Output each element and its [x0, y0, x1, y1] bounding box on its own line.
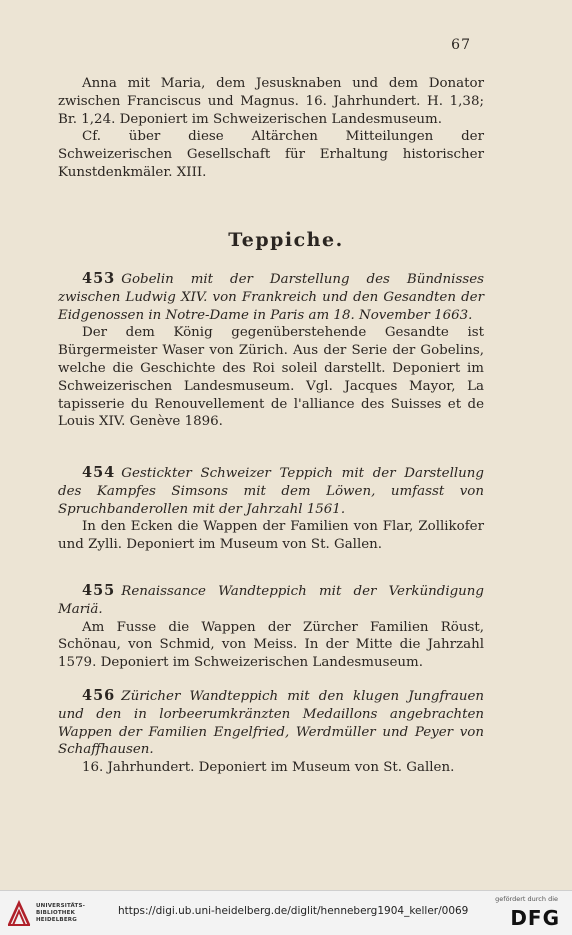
library-logo[interactable] — [6, 899, 116, 929]
dfg-logo[interactable]: DFG — [510, 906, 560, 930]
entry-title — [58, 582, 484, 619]
entry-description: 16. Jahrhundert. Deponiert im Museum von St. Gallen. — [82, 760, 455, 776]
entry-number: 456 — [82, 687, 116, 704]
entry-number: 453 — [82, 270, 116, 287]
intro-block — [58, 75, 484, 182]
library-name — [36, 903, 85, 924]
entry-description: Der dem König gegenüberstehende Gesandte ist Bürgermeister Waser von Zürich. Aus der Serie der Gobelins, welche die Geschichte des Roi soleil darstellt. Deponiert im Schweizerischen Landesmuseum. Vgl. Jacques Mayor, La tapisserie du Renouvellement de l'alliance des Suisses et de Louis XIV. Genève 1896. — [58, 325, 484, 430]
entry-title-text: Renaissance Wandteppich mit der Verkündigung Mariä. — [58, 584, 484, 617]
intro-paragraph-2: Cf. über diese Altärchen Mitteilungen der Schweizerischen Gesellschaft für Erhaltung historischer Kunstdenkmäler. XIII. — [58, 129, 484, 180]
entry-title — [58, 270, 484, 324]
entry-description: In den Ecken die Wappen der Familien von Flar, Zollikofer und Zylli. Deponiert im Museum von St. Gallen. — [58, 519, 484, 553]
entry-title — [58, 687, 484, 759]
permalink-url[interactable]: https://digi.ub.uni-heidelberg.de/diglit/henneberg1904_keller/0069 — [118, 905, 469, 917]
intro-paragraph-1: Anna mit Maria, dem Jesusknaben und dem Donator zwischen Franciscus und Magnus. 16. Jahrhundert. H. 1,38; Br. 1,24. Deponiert im Schweizerischen Landesmuseum. — [58, 76, 484, 127]
entry-title-text: Gobelin mit der Darstellung des Bündnisses zwischen Ludwig XIV. von Frankreich und den Gesandten der Eidgenossen in Notre-Dame in Paris am 18. November 1663. — [58, 272, 484, 323]
entry-number: 454 — [82, 464, 116, 481]
entry-456 — [58, 687, 484, 777]
entry-title-text: Gestickter Schweizer Teppich mit der Darstellung des Kampfes Simsons mit dem Löwen, umfasst von Spruchbanderollen mit der Jahrzahl 1561. — [58, 466, 484, 517]
entry-description: Am Fusse die Wappen der Zürcher Familien Röust, Schönau, von Schmid, von Meiss. In der Mitte die Jahrzahl 1579. Deponiert im Schweizerischen Landesmuseum. — [58, 619, 484, 671]
page-number: 67 — [451, 37, 471, 53]
entry-454 — [58, 464, 484, 554]
library-name-line-3: HEIDELBERG — [36, 917, 77, 923]
section-heading: Teppiche. — [228, 229, 344, 251]
entry-title — [58, 464, 484, 518]
library-emblem-icon — [6, 899, 32, 927]
entry-number: 455 — [82, 582, 116, 599]
library-name-line-1: UNIVERSITÄTS- — [36, 903, 86, 909]
entry-455 — [58, 582, 484, 672]
funded-by-label: gefördert durch die — [495, 895, 558, 903]
library-name-line-2: BIBLIOTHEK — [36, 910, 76, 916]
entry-title-text: Züricher Wandteppich mit den klugen Jungfrauen und den in lorbeerumkränzten Medaillons angebrachten Wappen der Familien Engelfried, Werdmüller und Peyer von Schaffhausen. — [58, 689, 484, 758]
entry-453 — [58, 270, 484, 431]
viewer-footer — [0, 890, 572, 935]
